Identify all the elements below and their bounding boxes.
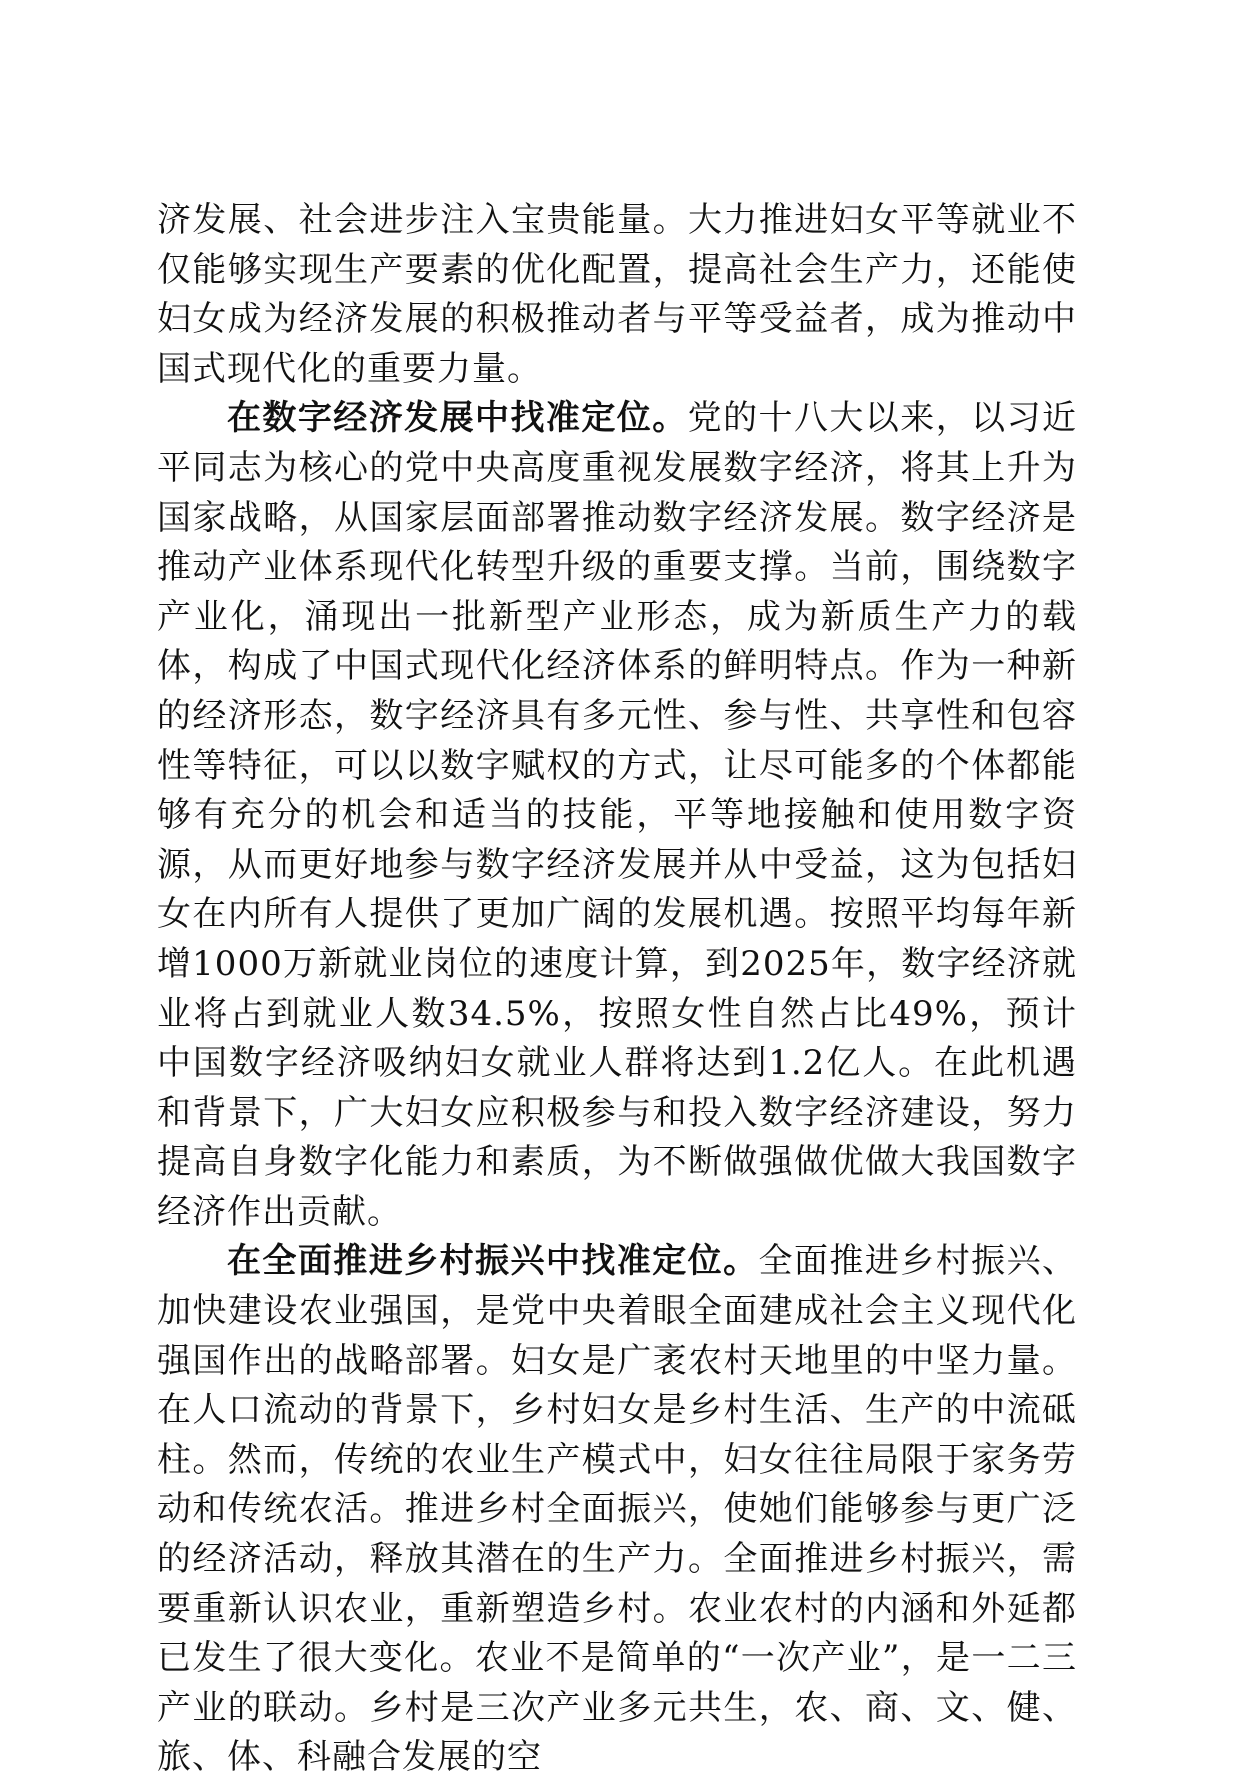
paragraph-digital-economy	[157, 394, 1077, 1237]
document-body	[157, 196, 1077, 1783]
paragraph-rural-revitalization	[157, 1237, 1077, 1783]
paragraph-lead-heading: 在数字经济发展中找准定位。	[227, 398, 688, 439]
paragraph-body: 全面推进乡村振兴、加快建设农业强国，是党中央着眼全面建成社会主义现代化强国作出的战略部署。妇女是广袤农村天地里的中坚力量。在人口流动的背景下，乡村妇女是乡村生活、生产的中流砥柱。然而，传统的农业生产模式中，妇女往往局限于家务劳动和传统农活。推进乡村全面振兴，使她们能够参与更广泛的经济活动，释放其潜在的生产力。全面推进乡村振兴，需要重新认识农业，重新塑造乡村。农业农村的内涵和外延都已发生了很大变化。农业不是简单的“一次产业”，是一二三产业的联动。乡村是三次产业多元共生，农、商、文、健、旅、体、科融合发展的空	[157, 1241, 1078, 1778]
paragraph-lead-heading: 在全面推进乡村振兴中找准定位。	[227, 1241, 759, 1282]
paragraph-body: 党的十八大以来，以习近平同志为核心的党中央高度重视发展数字经济，将其上升为国家战略，从国家层面部署推动数字经济发展。数字经济是推动产业体系现代化转型升级的重要支撑。当前，围绕数字产业化，涌现出一批新型产业形态，成为新质生产力的载体，构成了中国式现代化经济体系的鲜明特点。作为一种新的经济形态，数字经济具有多元性、参与性、共享性和包容性等特征，可以以数字赋权的方式，让尽可能多的个体都能够有充分的机会和适当的技能，平等地接触和使用数字资源，从而更好地参与数字经济发展并从中受益，这为包括妇女在内所有人提供了更加广阔的发展机遇。按照平均每年新增1000万新就业岗位的速度计算，到2025年，数字经济就业将占到就业人数34.5%，按照女性自然占比49%，预计中国数字经济吸纳妇女就业人群将达到1.2亿人。在此机遇和背景下，广大妇女应积极参与和投入数字经济建设，努力提高自身数字化能力和素质，为不断做强做优做大我国数字经济作出贡献。	[157, 398, 1078, 1232]
paragraph-continuation	[157, 196, 1077, 394]
paragraph-body: 济发展、社会进步注入宝贵能量。大力推进妇女平等就业不仅能够实现生产要素的优化配置，提高社会生产力，还能使妇女成为经济发展的积极推动者与平等受益者，成为推动中国式现代化的重要力量。	[157, 200, 1077, 389]
